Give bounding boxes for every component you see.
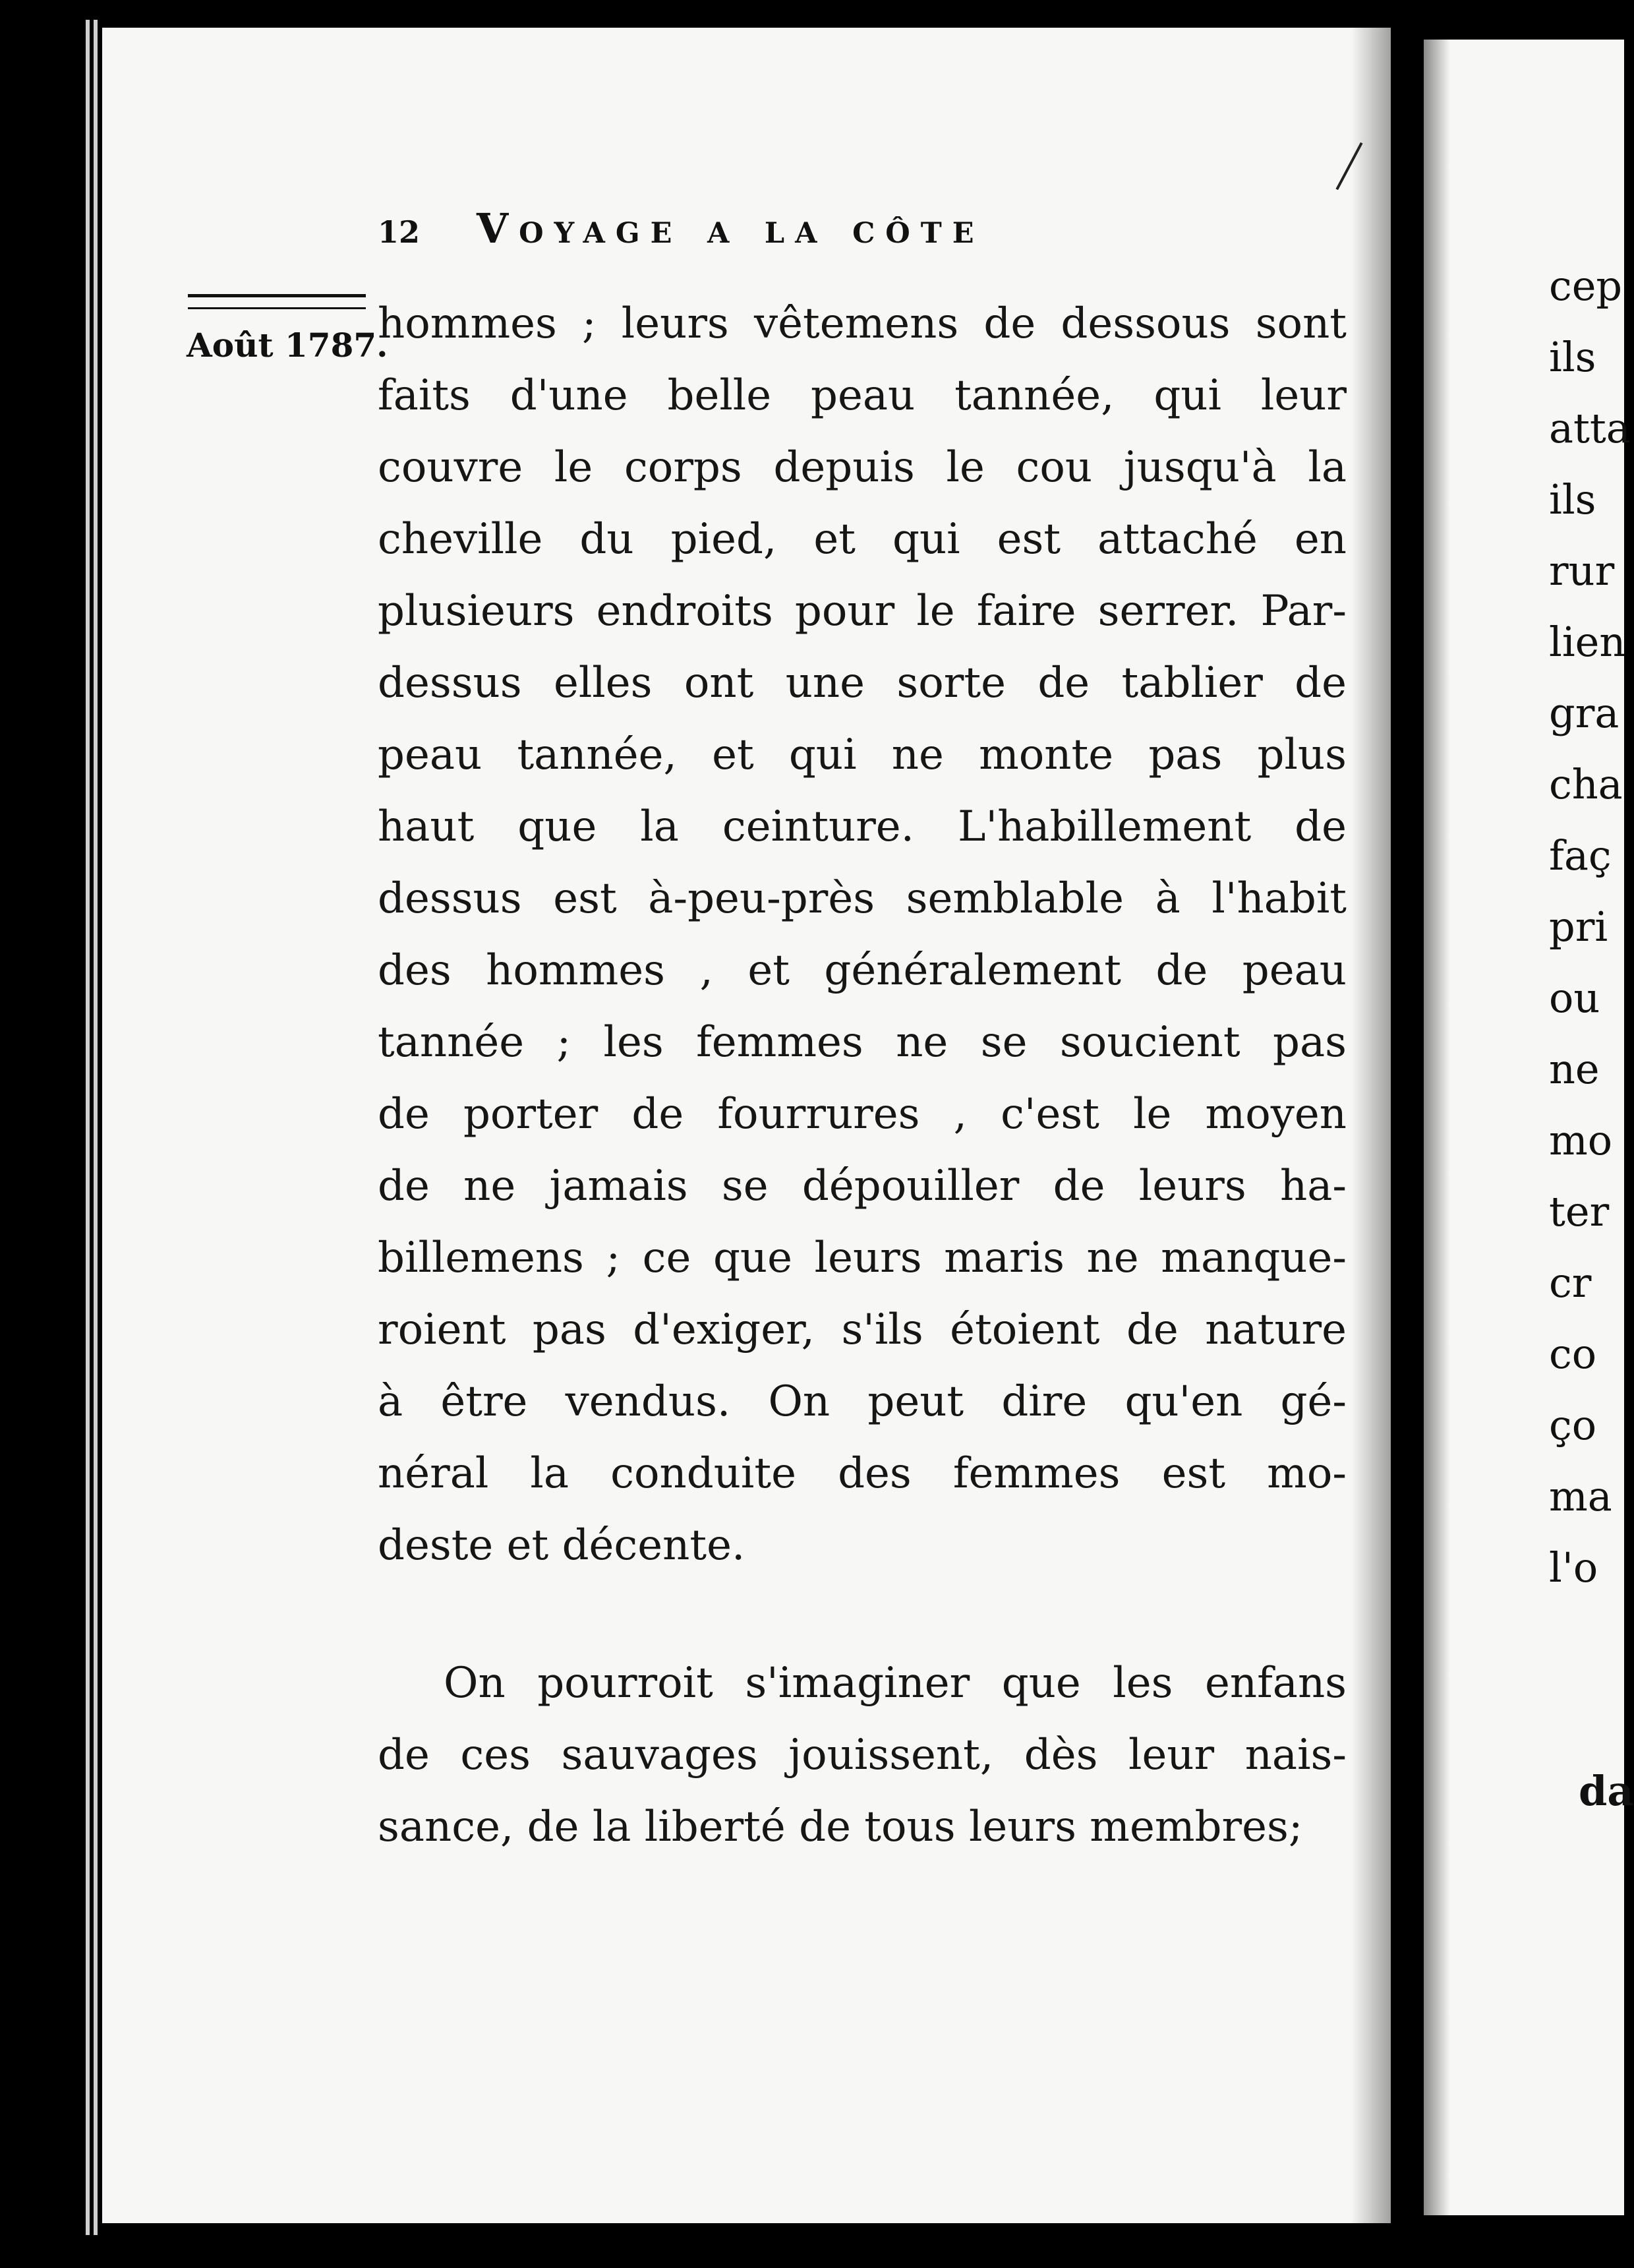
text-fragment: ils <box>1549 475 1596 523</box>
right-page <box>1424 40 1634 2215</box>
text-line: à être vendus. On peut dire qu'en gé- <box>378 1377 1347 1426</box>
body-text <box>378 288 1347 1863</box>
text-fragment: mo <box>1549 1116 1613 1164</box>
text-fragment: cr <box>1549 1259 1592 1307</box>
text-line: faits d'une belle peau tannée, qui leur <box>378 371 1347 420</box>
text-fragment: co <box>1549 1330 1597 1378</box>
text-line: de ces sauvages jouissent, dès leur nais- <box>378 1731 1347 1779</box>
text-fragment: ou <box>1549 974 1600 1022</box>
text-line: néral la conduite des femmes est mo- <box>378 1449 1347 1498</box>
right-page-bottom-fragment: da <box>1579 1767 1634 1815</box>
text-fragment: ter <box>1549 1187 1610 1236</box>
text-line: peau tannée, et qui ne monte pas plus <box>378 731 1347 779</box>
page-header <box>378 204 1300 264</box>
margin-rule <box>188 294 366 297</box>
right-page-text <box>1549 251 1631 1603</box>
paragraph <box>378 1648 1347 1863</box>
text-fragment: l'o <box>1549 1543 1598 1592</box>
text-line: haut que la ceinture. L'habillement de <box>378 802 1347 851</box>
page-number: 12 <box>378 214 421 250</box>
text-line: dessus elles ont une sorte de tablier de <box>378 659 1347 707</box>
text-line: dessus est à-peu-près semblable à l'habit <box>378 874 1347 923</box>
text-line: de ne jamais se dépouiller de leurs ha- <box>378 1162 1347 1210</box>
text-fragment: cep <box>1549 262 1623 310</box>
text-line: On pourroit s'imaginer que les enfans <box>444 1659 1347 1708</box>
text-fragment: lien <box>1549 618 1626 666</box>
text-line: couvre le corps depuis le cou jusqu'à la <box>378 443 1347 492</box>
running-head: Voyage a la côte <box>477 204 985 253</box>
text-fragment: ço <box>1549 1401 1597 1449</box>
text-line: roient pas d'exiger, s'ils étoient de nature <box>378 1305 1347 1354</box>
margin-date-note: Août 1787. <box>187 326 388 365</box>
text-line: tannée ; les femmes ne se soucient pas <box>378 1018 1347 1067</box>
text-line: plusieurs endroits pour le faire serrer. Par- <box>378 587 1347 636</box>
gutter-shadow <box>1424 40 1450 2215</box>
text-line: deste et décente. <box>378 1521 745 1570</box>
text-fragment: ma <box>1549 1472 1612 1520</box>
paragraph <box>378 288 1347 1582</box>
text-fragment: atta <box>1549 404 1631 452</box>
left-page <box>102 28 1391 2223</box>
text-fragment: ne <box>1549 1045 1600 1093</box>
text-line: sance, de la liberté de tous leurs membres; <box>378 1803 1303 1851</box>
text-fragment: cha <box>1549 760 1623 808</box>
text-line: cheville du pied, et qui est attaché en <box>378 515 1347 564</box>
gutter-shadow <box>1351 28 1391 2223</box>
page-edge <box>86 20 90 2235</box>
text-fragment: ils <box>1549 333 1596 381</box>
page-edge <box>94 20 98 2235</box>
margin-rule <box>188 307 366 309</box>
text-fragment: faç <box>1549 831 1612 880</box>
text-line: de porter de fourrures , c'est le moyen <box>378 1090 1347 1139</box>
text-fragment: pri <box>1549 903 1608 951</box>
text-line: billemens ; ce que leurs maris ne manque- <box>378 1234 1347 1282</box>
text-fragment: gra <box>1549 689 1619 737</box>
text-line: hommes ; leurs vêtemens de dessous sont <box>378 299 1347 348</box>
text-line: des hommes , et généralement de peau <box>378 946 1347 995</box>
text-fragment: rur <box>1549 547 1615 595</box>
